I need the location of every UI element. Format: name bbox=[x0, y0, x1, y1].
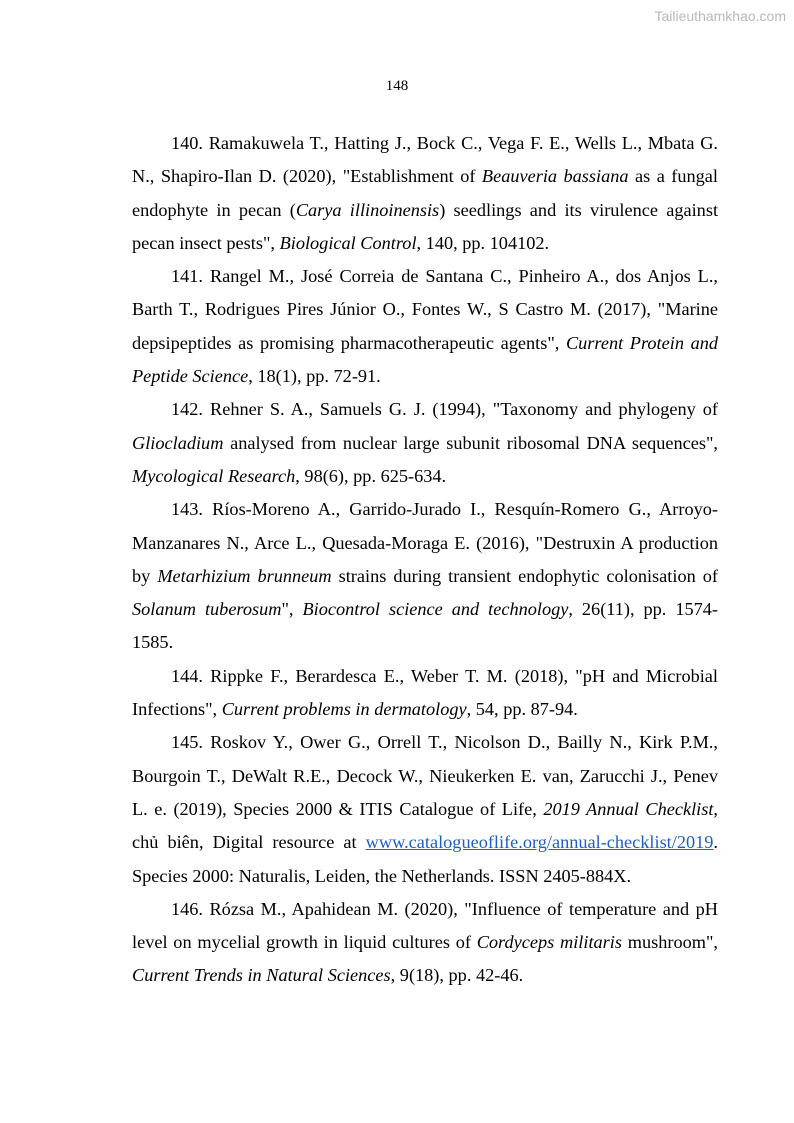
reference-text: , 9(18), pp. 42-46. bbox=[390, 965, 524, 986]
reference-text: 141. Rangel M., José Correia de Santana C., Pinheiro A., dos Anjos L., Barth T., Rodrigues Pires Júnior O., Fontes W., S Castro M. (2017), "Marine depsipeptides as promising pharmacotherapeutic agents", bbox=[132, 266, 718, 353]
watermark-text: Tailieuthamkhao.com bbox=[654, 8, 786, 24]
reference-journal: Current Protein and Peptide Science bbox=[132, 332, 718, 387]
reference-journal: Mycological Research bbox=[132, 465, 296, 486]
reference-italic-text: Beauveria bassiana bbox=[481, 166, 629, 187]
reference-text: , 54, pp. 87-94. bbox=[466, 699, 578, 720]
reference-143 bbox=[132, 493, 718, 659]
reference-text: ", bbox=[281, 599, 303, 620]
reference-text: 145. Roskov Y., Ower G., Orrell T., Nicolson D., Bailly N., Kirk P.M., Bourgoin T., DeWalt R.E., Decock W., Nieukerken E. van, Zarucchi J., Penev L. e. (2019), Species 2000 & ITIS Catalogue of Life, bbox=[132, 732, 718, 819]
reference-italic-text: Solanum tuberosum bbox=[132, 599, 282, 620]
reference-text: as a fungal endophyte in pecan ( bbox=[132, 166, 718, 220]
reference-text: analysed from nuclear large subunit ribosomal DNA sequences", bbox=[223, 432, 718, 453]
reference-141 bbox=[132, 260, 718, 393]
reference-list bbox=[132, 127, 718, 993]
reference-text: ) seedlings and its virulence against pecan insect pests", bbox=[132, 199, 719, 253]
reference-142 bbox=[132, 393, 718, 493]
reference-144 bbox=[132, 660, 718, 727]
page-number: 148 bbox=[385, 78, 409, 94]
reference-140 bbox=[132, 127, 718, 260]
reference-journal: Current Trends in Natural Sciences bbox=[132, 965, 391, 986]
reference-italic-text: Carya illinoinensis bbox=[295, 199, 440, 220]
reference-text: , 140, pp. 104102. bbox=[416, 232, 550, 253]
reference-italic-text: Cordyceps militaris bbox=[476, 932, 622, 953]
reference-text: , 26(11), pp. 1574-1585. bbox=[132, 599, 718, 653]
reference-italic-text: Gliocladium bbox=[132, 432, 224, 453]
reference-journal: Biological Control bbox=[279, 232, 417, 253]
reference-146 bbox=[132, 893, 718, 993]
reference-journal: Biocontrol science and technology bbox=[302, 599, 569, 620]
reference-text: strains during transient endophytic colonisation of bbox=[331, 565, 718, 586]
reference-text: 146. Rózsa M., Apahidean M. (2020), "Influence of temperature and pH level on mycelial growth in liquid cultures of bbox=[132, 898, 718, 953]
reference-text: 142. Rehner S. A., Samuels G. J. (1994), "Taxonomy and phylogeny of bbox=[171, 399, 718, 420]
catalogue-of-life-link[interactable]: www.catalogueoflife.org/annual-checklist/2019 bbox=[365, 832, 714, 853]
reference-145 bbox=[132, 726, 718, 892]
reference-text: , chủ biên, Digital resource at bbox=[132, 798, 718, 853]
reference-text: 143. Ríos-Moreno A., Garrido-Jurado I., Resquín-Romero G., Arroyo-Manzanares N., Arce L., Quesada-Moraga E. (2016), "Destruxin A production by bbox=[132, 499, 718, 586]
reference-journal: Current problems in dermatology bbox=[221, 699, 467, 720]
reference-text: 144. Rippke F., Berardesca E., Weber T. M. (2018), "pH and Microbial Infections", bbox=[132, 665, 718, 720]
reference-text: . Species 2000: Naturalis, Leiden, the Netherlands. ISSN 2405-884X. bbox=[132, 832, 718, 886]
reference-text: , 18(1), pp. 72-91. bbox=[248, 366, 381, 387]
reference-text: 140. Ramakuwela T., Hatting J., Bock C., Vega F. E., Wells L., Mbata G. N., Shapiro-Ilan D. (2020), "Establishment of bbox=[132, 133, 718, 187]
reference-italic-text: 2019 Annual Checklist bbox=[543, 798, 714, 819]
reference-text: mushroom", bbox=[621, 932, 718, 953]
reference-italic-text: Metarhizium brunneum bbox=[157, 565, 332, 586]
reference-text: , 98(6), pp. 625-634. bbox=[295, 465, 447, 486]
